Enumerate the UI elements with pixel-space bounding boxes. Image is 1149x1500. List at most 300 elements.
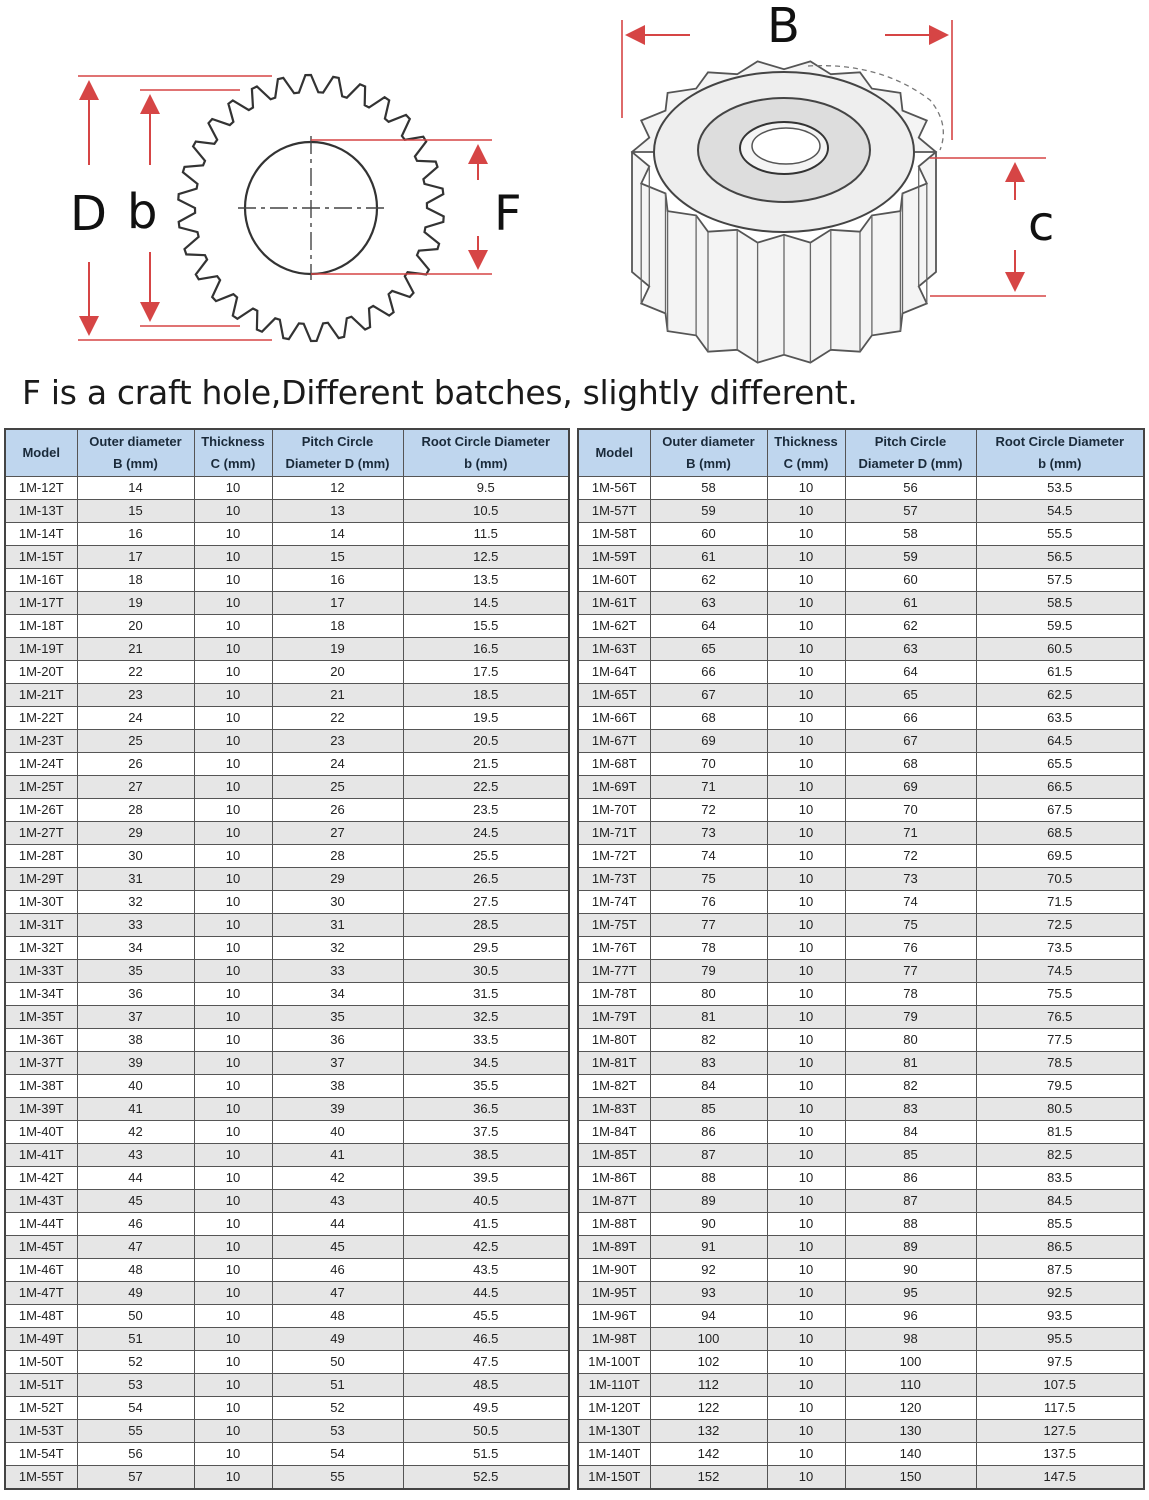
- outer-diameter-cell: 24: [77, 707, 194, 730]
- thickness-cell: 10: [194, 1328, 272, 1351]
- pitch-circle-cell: 57: [845, 500, 976, 523]
- model-cell: 1M-75T: [578, 914, 650, 937]
- model-cell: 1M-36T: [5, 1029, 77, 1052]
- root-circle-cell: 78.5: [976, 1052, 1144, 1075]
- outer-diameter-cell: 87: [650, 1144, 767, 1167]
- root-circle-cell: 56.5: [976, 546, 1144, 569]
- craft-hole-note: F is a craft hole,Different batches, slightly different.: [22, 373, 858, 412]
- outer-diameter-cell: 36: [77, 983, 194, 1006]
- thickness-cell: 10: [194, 891, 272, 914]
- thickness-cell: 10: [767, 1351, 845, 1374]
- pitch-circle-cell: 38: [272, 1075, 403, 1098]
- outer-diameter-cell: 64: [650, 615, 767, 638]
- model-cell: 1M-29T: [5, 868, 77, 891]
- root-circle-cell: 17.5: [403, 661, 569, 684]
- thickness-cell: 10: [194, 822, 272, 845]
- root-circle-cell: 95.5: [976, 1328, 1144, 1351]
- table-row: [578, 546, 1144, 569]
- thickness-cell: 10: [767, 868, 845, 891]
- model-cell: 1M-79T: [578, 1006, 650, 1029]
- root-circle-cell: 29.5: [403, 937, 569, 960]
- outer-diameter-cell: 16: [77, 523, 194, 546]
- pitch-circle-cell: 83: [845, 1098, 976, 1121]
- root-circle-cell: 15.5: [403, 615, 569, 638]
- outer-diameter-cell: 51: [77, 1328, 194, 1351]
- outer-diameter-cell: 68: [650, 707, 767, 730]
- root-circle-cell: 42.5: [403, 1236, 569, 1259]
- outer-diameter-cell: 40: [77, 1075, 194, 1098]
- pitch-circle-cell: 15: [272, 546, 403, 569]
- table-row: [5, 1443, 569, 1466]
- model-cell: 1M-35T: [5, 1006, 77, 1029]
- pitch-circle-cell: 82: [845, 1075, 976, 1098]
- model-cell: 1M-90T: [578, 1259, 650, 1282]
- root-circle-cell: 68.5: [976, 822, 1144, 845]
- outer-diameter-cell: 63: [650, 592, 767, 615]
- pitch-circle-cell: 64: [845, 661, 976, 684]
- thickness-cell: 10: [767, 822, 845, 845]
- outer-diameter-cell: 71: [650, 776, 767, 799]
- thickness-cell: 10: [767, 1213, 845, 1236]
- table-row: [578, 1282, 1144, 1305]
- root-circle-cell: 82.5: [976, 1144, 1144, 1167]
- root-circle-cell: 70.5: [976, 868, 1144, 891]
- model-cell: 1M-150T: [578, 1466, 650, 1490]
- root-circle-cell: 67.5: [976, 799, 1144, 822]
- outer-diameter-cell: 39: [77, 1052, 194, 1075]
- pitch-circle-cell: 88: [845, 1213, 976, 1236]
- model-cell: 1M-95T: [578, 1282, 650, 1305]
- outer-diameter-cell: 50: [77, 1305, 194, 1328]
- outer-diameter-cell: 18: [77, 569, 194, 592]
- model-cell: 1M-74T: [578, 891, 650, 914]
- root-circle-cell: 86.5: [976, 1236, 1144, 1259]
- root-circle-cell: 61.5: [976, 661, 1144, 684]
- model-cell: 1M-77T: [578, 960, 650, 983]
- model-cell: 1M-81T: [578, 1052, 650, 1075]
- outer-diameter-cell: 54: [77, 1397, 194, 1420]
- table-row: [578, 868, 1144, 891]
- outer-diameter-cell: 90: [650, 1213, 767, 1236]
- model-cell: 1M-37T: [5, 1052, 77, 1075]
- table-row: [5, 661, 569, 684]
- model-cell: 1M-96T: [578, 1305, 650, 1328]
- table-row: [578, 592, 1144, 615]
- root-circle-cell: 25.5: [403, 845, 569, 868]
- root-circle-cell: 93.5: [976, 1305, 1144, 1328]
- pitch-circle-cell: 13: [272, 500, 403, 523]
- model-cell: 1M-85T: [578, 1144, 650, 1167]
- outer-diameter-cell: 83: [650, 1052, 767, 1075]
- thickness-cell: 10: [194, 914, 272, 937]
- table-row: [5, 1006, 569, 1029]
- root-circle-cell: 77.5: [976, 1029, 1144, 1052]
- label-thickness: c: [1028, 196, 1055, 252]
- root-circle-cell: 30.5: [403, 960, 569, 983]
- table-row: [5, 914, 569, 937]
- pitch-circle-cell: 20: [272, 661, 403, 684]
- pitch-circle-cell: 59: [845, 546, 976, 569]
- pitch-circle-cell: 77: [845, 960, 976, 983]
- pitch-circle-cell: 14: [272, 523, 403, 546]
- root-circle-cell: 58.5: [976, 592, 1144, 615]
- model-cell: 1M-38T: [5, 1075, 77, 1098]
- pitch-circle-cell: 55: [272, 1466, 403, 1490]
- outer-diameter-cell: 78: [650, 937, 767, 960]
- table-row: [578, 569, 1144, 592]
- root-circle-cell: 46.5: [403, 1328, 569, 1351]
- root-circle-cell: 38.5: [403, 1144, 569, 1167]
- outer-diameter-cell: 30: [77, 845, 194, 868]
- column-header-thickness: Thickness C (mm): [194, 429, 272, 477]
- outer-diameter-cell: 57: [77, 1466, 194, 1490]
- model-cell: 1M-100T: [578, 1351, 650, 1374]
- outer-diameter-cell: 86: [650, 1121, 767, 1144]
- thickness-cell: 10: [767, 1167, 845, 1190]
- outer-diameter-cell: 32: [77, 891, 194, 914]
- model-cell: 1M-61T: [578, 592, 650, 615]
- root-circle-cell: 32.5: [403, 1006, 569, 1029]
- model-cell: 1M-71T: [578, 822, 650, 845]
- thickness-cell: 10: [194, 1305, 272, 1328]
- pitch-circle-cell: 120: [845, 1397, 976, 1420]
- thickness-cell: 10: [767, 845, 845, 868]
- label-craft-hole: F: [494, 186, 522, 242]
- outer-diameter-cell: 38: [77, 1029, 194, 1052]
- pitch-circle-cell: 75: [845, 914, 976, 937]
- table-row: [578, 776, 1144, 799]
- table-row: [5, 1213, 569, 1236]
- side-view-gear: [622, 0, 1054, 363]
- outer-diameter-cell: 19: [77, 592, 194, 615]
- pitch-circle-cell: 70: [845, 799, 976, 822]
- table-row: [578, 1121, 1144, 1144]
- thickness-cell: 10: [194, 477, 272, 500]
- column-header-thickness: Thickness C (mm): [767, 429, 845, 477]
- outer-diameter-cell: 73: [650, 822, 767, 845]
- model-cell: 1M-51T: [5, 1374, 77, 1397]
- root-circle-cell: 48.5: [403, 1374, 569, 1397]
- table-row: [578, 1098, 1144, 1121]
- pitch-circle-cell: 50: [272, 1351, 403, 1374]
- table-row: [578, 891, 1144, 914]
- pitch-circle-cell: 66: [845, 707, 976, 730]
- model-cell: 1M-30T: [5, 891, 77, 914]
- thickness-cell: 10: [767, 707, 845, 730]
- table-row: [578, 937, 1144, 960]
- model-cell: 1M-70T: [578, 799, 650, 822]
- thickness-cell: 10: [194, 615, 272, 638]
- table-row: [578, 822, 1144, 845]
- model-cell: 1M-19T: [5, 638, 77, 661]
- column-header-root-circle: Root Circle Diameter b (mm): [403, 429, 569, 477]
- table-row: [5, 776, 569, 799]
- column-header-outer-diameter: Outer diameter B (mm): [650, 429, 767, 477]
- outer-diameter-cell: 80: [650, 983, 767, 1006]
- thickness-cell: 10: [767, 1098, 845, 1121]
- model-cell: 1M-33T: [5, 960, 77, 983]
- table-row: [5, 1259, 569, 1282]
- model-cell: 1M-12T: [5, 477, 77, 500]
- table-row: [5, 1282, 569, 1305]
- root-circle-cell: 34.5: [403, 1052, 569, 1075]
- outer-diameter-cell: 152: [650, 1466, 767, 1490]
- outer-diameter-cell: 61: [650, 546, 767, 569]
- pitch-circle-cell: 21: [272, 684, 403, 707]
- table-row: [5, 891, 569, 914]
- root-circle-cell: 19.5: [403, 707, 569, 730]
- pitch-circle-cell: 150: [845, 1466, 976, 1490]
- pitch-circle-cell: 43: [272, 1190, 403, 1213]
- pitch-circle-cell: 23: [272, 730, 403, 753]
- root-circle-cell: 80.5: [976, 1098, 1144, 1121]
- table-row: [578, 1420, 1144, 1443]
- root-circle-cell: 10.5: [403, 500, 569, 523]
- pitch-circle-cell: 76: [845, 937, 976, 960]
- model-cell: 1M-44T: [5, 1213, 77, 1236]
- table-row: [5, 1121, 569, 1144]
- model-cell: 1M-40T: [5, 1121, 77, 1144]
- model-cell: 1M-76T: [578, 937, 650, 960]
- thickness-cell: 10: [767, 1052, 845, 1075]
- root-circle-cell: 14.5: [403, 592, 569, 615]
- table-row: [578, 753, 1144, 776]
- model-cell: 1M-42T: [5, 1167, 77, 1190]
- thickness-cell: 10: [767, 730, 845, 753]
- outer-diameter-cell: 44: [77, 1167, 194, 1190]
- pitch-circle-cell: 72: [845, 845, 976, 868]
- model-cell: 1M-52T: [5, 1397, 77, 1420]
- table-row: [578, 1351, 1144, 1374]
- outer-diameter-cell: 28: [77, 799, 194, 822]
- pitch-circle-cell: 61: [845, 592, 976, 615]
- thickness-cell: 10: [194, 1420, 272, 1443]
- pitch-circle-cell: 89: [845, 1236, 976, 1259]
- root-circle-cell: 12.5: [403, 546, 569, 569]
- table-row: [5, 1351, 569, 1374]
- thickness-cell: 10: [767, 1236, 845, 1259]
- root-circle-cell: 59.5: [976, 615, 1144, 638]
- label-root-diameter: b: [127, 184, 158, 240]
- outer-diameter-cell: 88: [650, 1167, 767, 1190]
- root-circle-cell: 107.5: [976, 1374, 1144, 1397]
- outer-diameter-cell: 62: [650, 569, 767, 592]
- outer-diameter-cell: 60: [650, 523, 767, 546]
- root-circle-cell: 26.5: [403, 868, 569, 891]
- outer-diameter-cell: 59: [650, 500, 767, 523]
- pitch-circle-cell: 80: [845, 1029, 976, 1052]
- pitch-circle-cell: 68: [845, 753, 976, 776]
- thickness-cell: 10: [194, 937, 272, 960]
- table-row: [5, 592, 569, 615]
- outer-diameter-cell: 72: [650, 799, 767, 822]
- model-cell: 1M-62T: [578, 615, 650, 638]
- outer-diameter-cell: 37: [77, 1006, 194, 1029]
- outer-diameter-cell: 53: [77, 1374, 194, 1397]
- table-row: [5, 730, 569, 753]
- root-circle-cell: 49.5: [403, 1397, 569, 1420]
- table-row: [5, 1305, 569, 1328]
- model-cell: 1M-17T: [5, 592, 77, 615]
- thickness-cell: 10: [767, 891, 845, 914]
- model-cell: 1M-23T: [5, 730, 77, 753]
- root-circle-cell: 53.5: [976, 477, 1144, 500]
- outer-diameter-cell: 26: [77, 753, 194, 776]
- table-row: [578, 1443, 1144, 1466]
- model-cell: 1M-69T: [578, 776, 650, 799]
- outer-diameter-cell: 65: [650, 638, 767, 661]
- root-circle-cell: 83.5: [976, 1167, 1144, 1190]
- table-row: [5, 615, 569, 638]
- thickness-cell: 10: [767, 1328, 845, 1351]
- model-cell: 1M-78T: [578, 983, 650, 1006]
- model-cell: 1M-140T: [578, 1443, 650, 1466]
- pitch-circle-cell: 140: [845, 1443, 976, 1466]
- model-cell: 1M-88T: [578, 1213, 650, 1236]
- thickness-cell: 10: [194, 1144, 272, 1167]
- outer-diameter-cell: 25: [77, 730, 194, 753]
- thickness-cell: 10: [194, 753, 272, 776]
- pitch-circle-cell: 47: [272, 1282, 403, 1305]
- root-circle-cell: 66.5: [976, 776, 1144, 799]
- outer-diameter-cell: 84: [650, 1075, 767, 1098]
- thickness-cell: 10: [194, 1374, 272, 1397]
- table-row: [578, 983, 1144, 1006]
- table-row: [578, 1167, 1144, 1190]
- model-cell: 1M-50T: [5, 1351, 77, 1374]
- root-circle-cell: 64.5: [976, 730, 1144, 753]
- thickness-cell: 10: [194, 799, 272, 822]
- outer-diameter-cell: 75: [650, 868, 767, 891]
- outer-diameter-cell: 58: [650, 477, 767, 500]
- pitch-circle-cell: 78: [845, 983, 976, 1006]
- model-cell: 1M-120T: [578, 1397, 650, 1420]
- outer-diameter-cell: 132: [650, 1420, 767, 1443]
- pitch-circle-cell: 36: [272, 1029, 403, 1052]
- pitch-circle-cell: 16: [272, 569, 403, 592]
- model-cell: 1M-72T: [578, 845, 650, 868]
- thickness-cell: 10: [194, 592, 272, 615]
- table-row: [578, 500, 1144, 523]
- model-cell: 1M-63T: [578, 638, 650, 661]
- pitch-circle-cell: 24: [272, 753, 403, 776]
- thickness-cell: 10: [194, 1282, 272, 1305]
- model-cell: 1M-14T: [5, 523, 77, 546]
- table-row: [5, 753, 569, 776]
- table-row: [5, 477, 569, 500]
- thickness-cell: 10: [767, 1006, 845, 1029]
- root-circle-cell: 72.5: [976, 914, 1144, 937]
- table-row: [578, 730, 1144, 753]
- pitch-circle-cell: 96: [845, 1305, 976, 1328]
- thickness-cell: 10: [767, 1121, 845, 1144]
- outer-diameter-cell: 142: [650, 1443, 767, 1466]
- pitch-circle-cell: 25: [272, 776, 403, 799]
- table-row: [5, 1190, 569, 1213]
- model-cell: 1M-27T: [5, 822, 77, 845]
- outer-diameter-cell: 52: [77, 1351, 194, 1374]
- outer-diameter-cell: 91: [650, 1236, 767, 1259]
- model-cell: 1M-89T: [578, 1236, 650, 1259]
- table-row: [5, 1236, 569, 1259]
- outer-diameter-cell: 93: [650, 1282, 767, 1305]
- outer-diameter-cell: 34: [77, 937, 194, 960]
- model-cell: 1M-84T: [578, 1121, 650, 1144]
- model-cell: 1M-31T: [5, 914, 77, 937]
- thickness-cell: 10: [194, 1052, 272, 1075]
- thickness-cell: 10: [194, 776, 272, 799]
- root-circle-cell: 137.5: [976, 1443, 1144, 1466]
- outer-diameter-cell: 94: [650, 1305, 767, 1328]
- front-view-gear: [70, 75, 522, 341]
- pitch-circle-cell: 32: [272, 937, 403, 960]
- pitch-circle-cell: 49: [272, 1328, 403, 1351]
- thickness-cell: 10: [767, 477, 845, 500]
- thickness-cell: 10: [767, 592, 845, 615]
- model-cell: 1M-68T: [578, 753, 650, 776]
- outer-diameter-cell: 21: [77, 638, 194, 661]
- model-cell: 1M-130T: [578, 1420, 650, 1443]
- table-row: [5, 983, 569, 1006]
- pitch-circle-cell: 74: [845, 891, 976, 914]
- outer-diameter-cell: 17: [77, 546, 194, 569]
- model-cell: 1M-28T: [5, 845, 77, 868]
- root-circle-cell: 31.5: [403, 983, 569, 1006]
- table-row: [578, 1397, 1144, 1420]
- root-circle-cell: 37.5: [403, 1121, 569, 1144]
- pitch-circle-cell: 45: [272, 1236, 403, 1259]
- model-cell: 1M-32T: [5, 937, 77, 960]
- root-circle-cell: 84.5: [976, 1190, 1144, 1213]
- table-row: [578, 523, 1144, 546]
- root-circle-cell: 85.5: [976, 1213, 1144, 1236]
- outer-diameter-cell: 89: [650, 1190, 767, 1213]
- thickness-cell: 10: [767, 569, 845, 592]
- table-row: [578, 1305, 1144, 1328]
- model-cell: 1M-47T: [5, 1282, 77, 1305]
- table-row: [578, 1259, 1144, 1282]
- root-circle-cell: 36.5: [403, 1098, 569, 1121]
- table-row: [578, 1075, 1144, 1098]
- table-header: [5, 429, 569, 477]
- outer-diameter-cell: 41: [77, 1098, 194, 1121]
- model-cell: 1M-56T: [578, 477, 650, 500]
- root-circle-cell: 65.5: [976, 753, 1144, 776]
- table-row: [5, 500, 569, 523]
- thickness-cell: 10: [767, 1190, 845, 1213]
- thickness-cell: 10: [194, 1259, 272, 1282]
- thickness-cell: 10: [194, 1213, 272, 1236]
- pitch-circle-cell: 35: [272, 1006, 403, 1029]
- model-cell: 1M-66T: [578, 707, 650, 730]
- root-circle-cell: 57.5: [976, 569, 1144, 592]
- outer-diameter-cell: 56: [77, 1443, 194, 1466]
- pitch-circle-cell: 33: [272, 960, 403, 983]
- thickness-cell: 10: [194, 1236, 272, 1259]
- pitch-circle-cell: 22: [272, 707, 403, 730]
- pitch-circle-cell: 86: [845, 1167, 976, 1190]
- root-circle-cell: 81.5: [976, 1121, 1144, 1144]
- pitch-circle-cell: 84: [845, 1121, 976, 1144]
- thickness-cell: 10: [194, 1167, 272, 1190]
- model-cell: 1M-43T: [5, 1190, 77, 1213]
- thickness-cell: 10: [194, 1351, 272, 1374]
- outer-diameter-cell: 42: [77, 1121, 194, 1144]
- pitch-circle-cell: 71: [845, 822, 976, 845]
- root-circle-cell: 11.5: [403, 523, 569, 546]
- thickness-cell: 10: [767, 983, 845, 1006]
- root-circle-cell: 52.5: [403, 1466, 569, 1490]
